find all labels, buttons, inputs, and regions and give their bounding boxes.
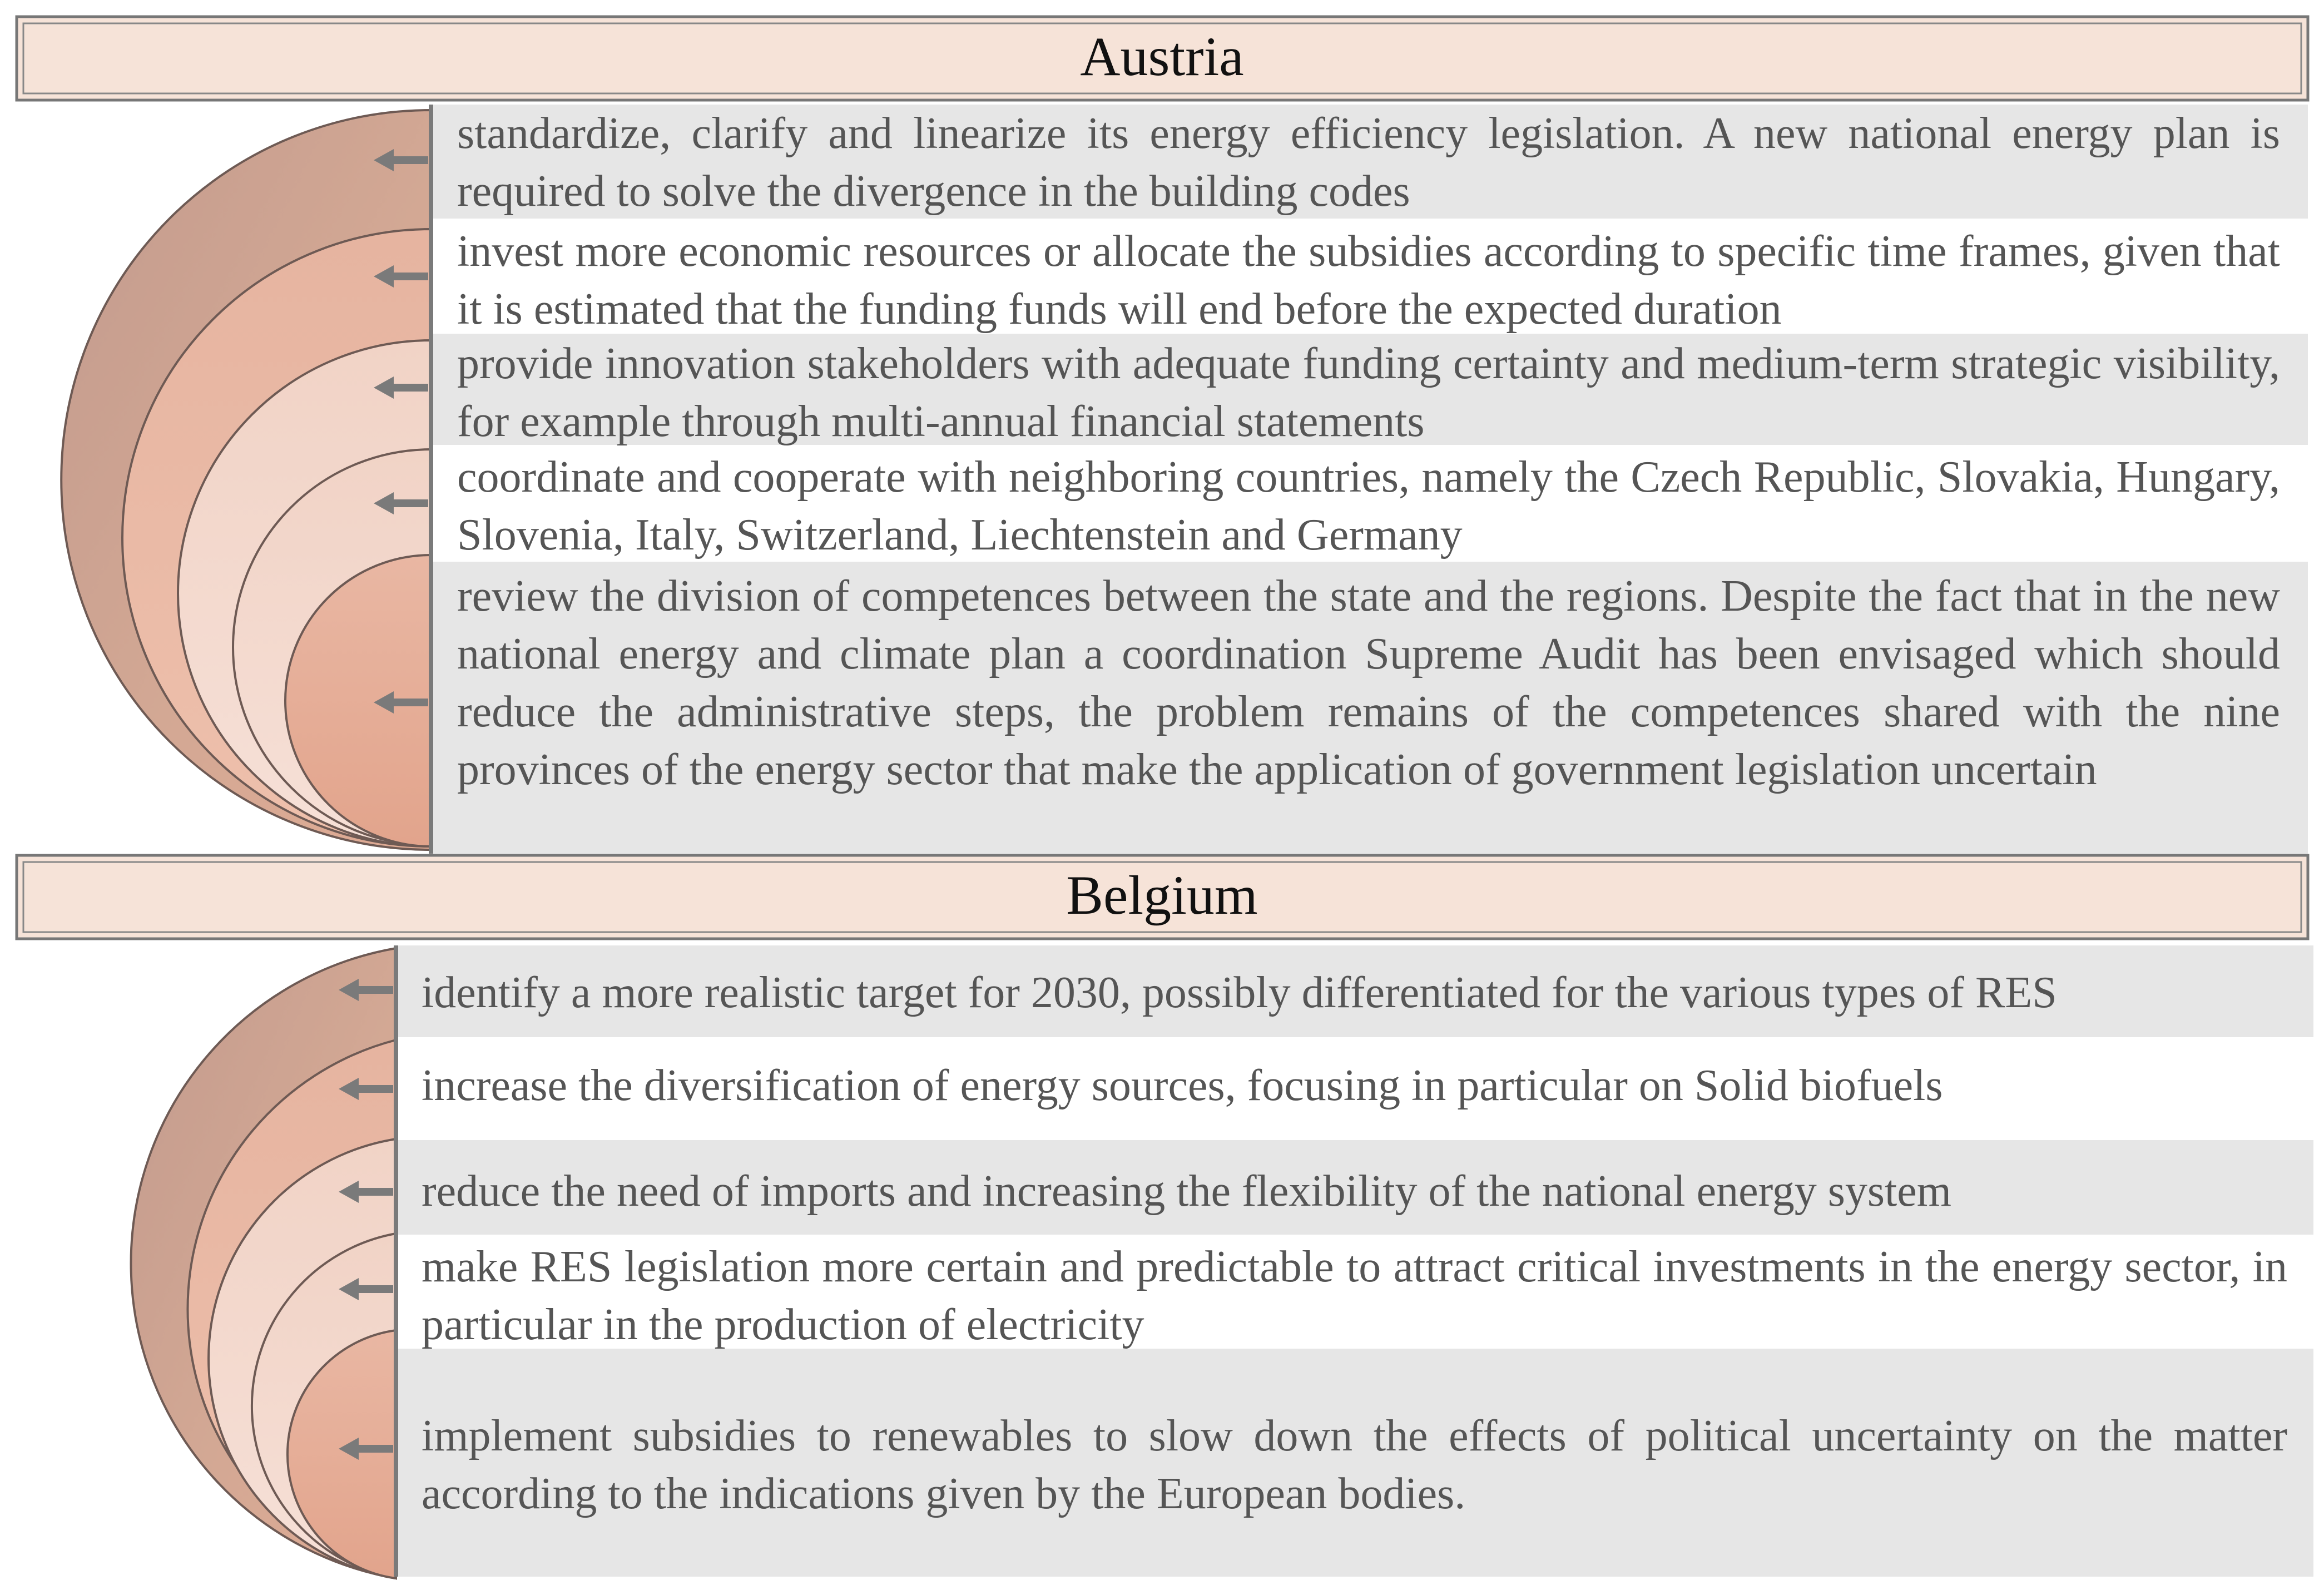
belgium-recommendation-5: implement subsidies to renewables to slow down the effects of political uncertainty on the matter according to the indications given by the European bodies. — [422, 1411, 2287, 1518]
belgium-recommendation-1: identify a more realistic target for 2030, possibly differentiated for the various types of RES — [422, 968, 2057, 1017]
belgium-title: Belgium — [1066, 864, 1258, 926]
austria-recommendation-4: coordinate and cooperate with neighboring countries, namely the Czech Republic, Slovakia, Hungary, Slovenia, Italy, Switzerland, Liechtenstein and Germany — [457, 453, 2280, 559]
austria-recommendation-1: standardize, clarify and linearize its energy efficiency legislation. A new national energy plan is required to solve the divergence in the building codes — [457, 109, 2280, 216]
austria-title: Austria — [1080, 26, 1244, 87]
austria-recommendation-3: provide innovation stakeholders with adequate funding certainty and medium-term strategic visibility, for example through multi-annual financial statements — [457, 339, 2280, 446]
belgium-recommendation-4: make RES legislation more certain and predictable to attract critical investments in the energy sector, in particular in the production of electricity — [422, 1242, 2287, 1349]
austria-recommendation-2: invest more economic resources or allocate the subsidies according to specific time frames, given that it is estimated that the funding funds will end before the expected duration — [457, 227, 2280, 334]
belgium-recommendation-2: increase the diversification of energy sources, focusing in particular on Solid biofuels — [422, 1061, 1943, 1110]
austria-recommendation-5: review the division of competences between the state and the regions. Despite the fact that in the new national energy and climate plan a coordination Supreme Audit has been envisaged which should reduce the administrative steps, the problem remains of the competences shared with the nine provinces of the energy sector that make the application of government legislation uncertain — [457, 572, 2280, 794]
belgium-recommendation-3: reduce the need of imports and increasing the flexibility of the national energy system — [422, 1167, 1952, 1216]
